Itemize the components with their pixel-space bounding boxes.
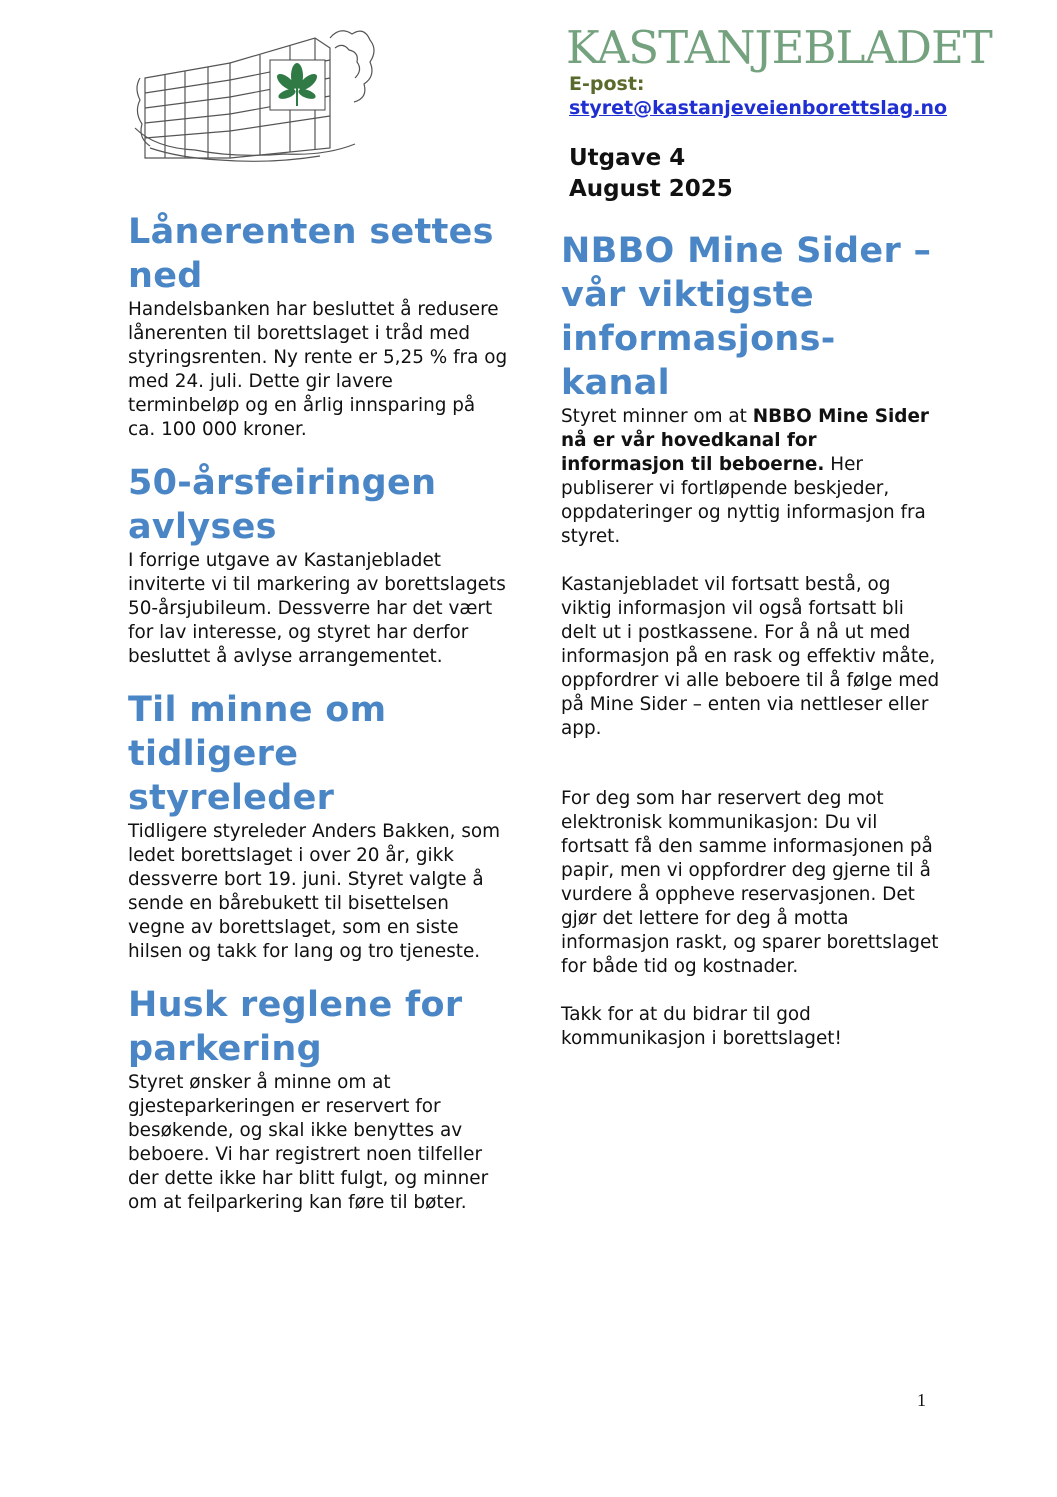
article-title: Til minne om tidligere styreleder bbox=[128, 690, 387, 818]
article-title-mine-sider: NBBO Mine Sider – vår viktigste informasjons-kanal bbox=[561, 231, 932, 403]
right-column bbox=[561, 229, 941, 1051]
page-number: 1 bbox=[917, 1390, 926, 1410]
article-title: Husk reglene for parkering bbox=[128, 985, 463, 1069]
article-body: Tidligere styreleder Anders Bakken, som ledet borettslaget i over 20 år, gikk dessverre bort 19. juni. Styret valgte å sende en bårebukett til bisettelsen vegne av borettslaget, som en siste hilsen og takk for lang og tro tjeneste. bbox=[128, 821, 501, 962]
paragraph-reservation: For deg som har reservert deg mot elektronisk kommunikasjon: Du vil fortsatt få den samme informasjonen på papir, men vi oppfordrer deg gjerne til å vurdere å oppheve reservasjonen. Det gjør det lettere for deg å motta informasjon raskt, og sparer borettslaget for både tid og kostnader. bbox=[561, 788, 939, 977]
paragraph-intro bbox=[561, 405, 941, 549]
issue-number: Utgave 4 bbox=[569, 145, 686, 171]
article-body: I forrige utgave av Kastanjebladet inviterte vi til markering av borettslagets 50-årsjubileum. Dessverre har det vært for lav interesse, og styret har derfor besluttet å avlyse arrangementet. bbox=[128, 550, 506, 667]
left-column bbox=[128, 210, 508, 1234]
article-title: 50-årsfeiringen avlyses bbox=[128, 463, 437, 547]
article-anniversary bbox=[128, 461, 508, 669]
paragraph-thanks: Takk for at du bidrar til god kommunikasjon i borettslaget! bbox=[561, 1004, 842, 1049]
article-title: Lånerenten settes ned bbox=[128, 212, 494, 296]
email-link[interactable]: styret@kastanjeveienborettslag.no bbox=[569, 97, 948, 119]
intro-end: Her publiserer vi fortløpende beskjeder, oppdateringer og nyttig informasjon fra styret. bbox=[561, 454, 926, 547]
intro-start: Styret minner om at bbox=[561, 406, 753, 427]
article-interest-rate bbox=[128, 210, 508, 442]
issue-info bbox=[569, 143, 733, 205]
building-leaf-logo bbox=[130, 18, 380, 176]
issue-date: August 2025 bbox=[569, 176, 733, 202]
article-memorial bbox=[128, 688, 508, 964]
article-body: Handelsbanken har besluttet å redusere lånerenten til borettslaget i tråd med styringsrenten. Ny rente er 5,25 % fra og med 24. juli. Dette gir lavere terminbeløp og en årlig innsparing på ca. 100 000 kroner. bbox=[128, 299, 508, 440]
article-parking bbox=[128, 983, 508, 1215]
paragraph-mailbox: Kastanjebladet vil fortsatt bestå, og viktig informasjon vil også fortsatt bli delt ut i postkassene. For å nå ut med informasjon på en rask og effektiv måte, oppfordrer vi alle beboere til å følge med på Mine Sider – enten via nettleser eller app. bbox=[561, 574, 940, 739]
masthead-title: KASTANJEBLADET bbox=[566, 21, 992, 74]
email-label: E-post: bbox=[569, 73, 645, 95]
intro-bold: NBBO Mine Sider nå er vår hovedkanal for informasjon til beboerne. bbox=[561, 406, 929, 475]
article-body: Styret ønsker å minne om at gjesteparkeringen er reservert for besøkende, og skal ikke benyttes av beboere. Vi har registrert noen tilfeller der dette ikke har blitt fulgt, og minner om at feilparkering kan føre til bøter. bbox=[128, 1072, 489, 1213]
